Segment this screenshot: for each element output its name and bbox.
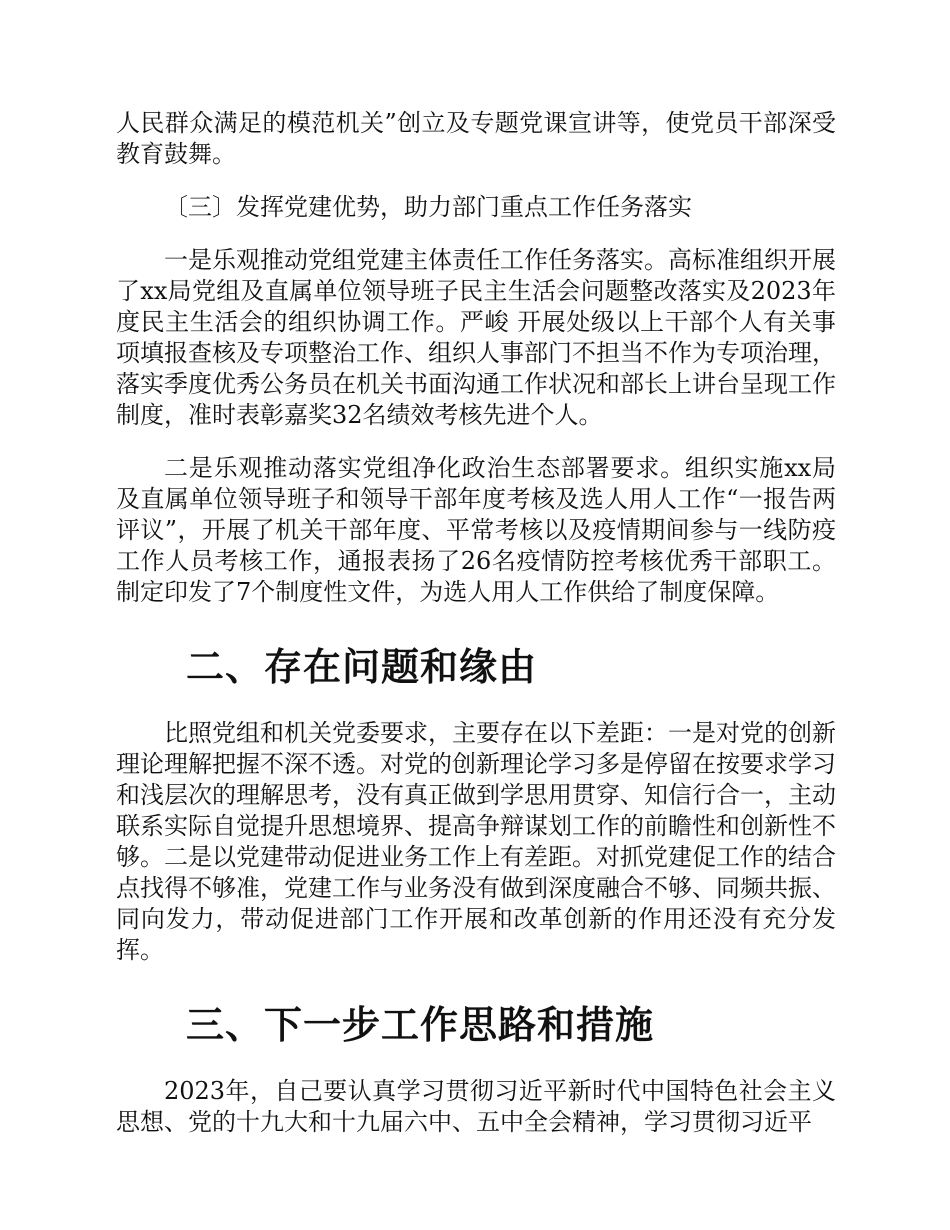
document-page bbox=[116, 108, 836, 1138]
subheading-section-3: 〔三〕发挥党建优势，助力部门重点工作任务落实 bbox=[164, 193, 692, 221]
heading-problems-and-causes: 二、存在问题和缘由 bbox=[186, 645, 538, 689]
paragraph-first-item: 一是乐观推动党组党建主体责任工作任务落实。高标准组织开展了xx局党组及直属单位领导班子民主生活会问题整改落实及2023年度民主生活会的组织协调工作。严峻 开展处级以上干部个人有关事项填报查核及专项整治工作、组织人事部门不担当不作为专项治理，落实季度优秀公务员在机关书面沟通工作状况和部长上讲台呈现工作制度，准时表彰嘉奖32名绩效考核先进个人。 bbox=[116, 246, 836, 429]
paragraph-next-year-plan: 2023年，自己要认真学习贯彻习近平新时代中国特色社会主义思想、党的十九大和十九届六中、五中全会精神，学习贯彻习近平 bbox=[116, 1077, 836, 1136]
intro-paragraph: 人民群众满足的模范机关”创立及专题党课宣讲等，使党员干部深受教育鼓舞。 bbox=[116, 109, 836, 168]
paragraph-gaps: 比照党组和机关党委要求，主要存在以下差距：一是对党的创新理论理解把握不深不透。对党的创新理论学习多是停留在按要求学习和浅层次的理解思考，没有真正做到学思用贯穿、知信行合一，主动联系实际自觉提升思想境界、提高争辩谋划工作的前瞻性和创新性不够。二是以党建带动促进业务工作上有差距。对抓党建促工作的结合点找得不够准，党建工作与业务没有做到深度融合不够、同频共振、同向发力，带动促进部门工作开展和改革创新的作用还没有充分发挥。 bbox=[116, 719, 836, 964]
heading-next-steps: 三、下一步工作思路和措施 bbox=[186, 1003, 655, 1047]
paragraph-second-item: 二是乐观推动落实党组净化政治生态部署要求。组织实施xx局及直属单位领导班子和领导干部年度考核及选人用人工作“一报告两评议”，开展了机关干部年度、平常考核以及疫情期间参与一线防疫工作人员考核工作，通报表扬了26名疫情防控考核优秀干部职工。制定印发了7个制度性文件，为选人用人工作供给了制度保障。 bbox=[116, 454, 836, 606]
